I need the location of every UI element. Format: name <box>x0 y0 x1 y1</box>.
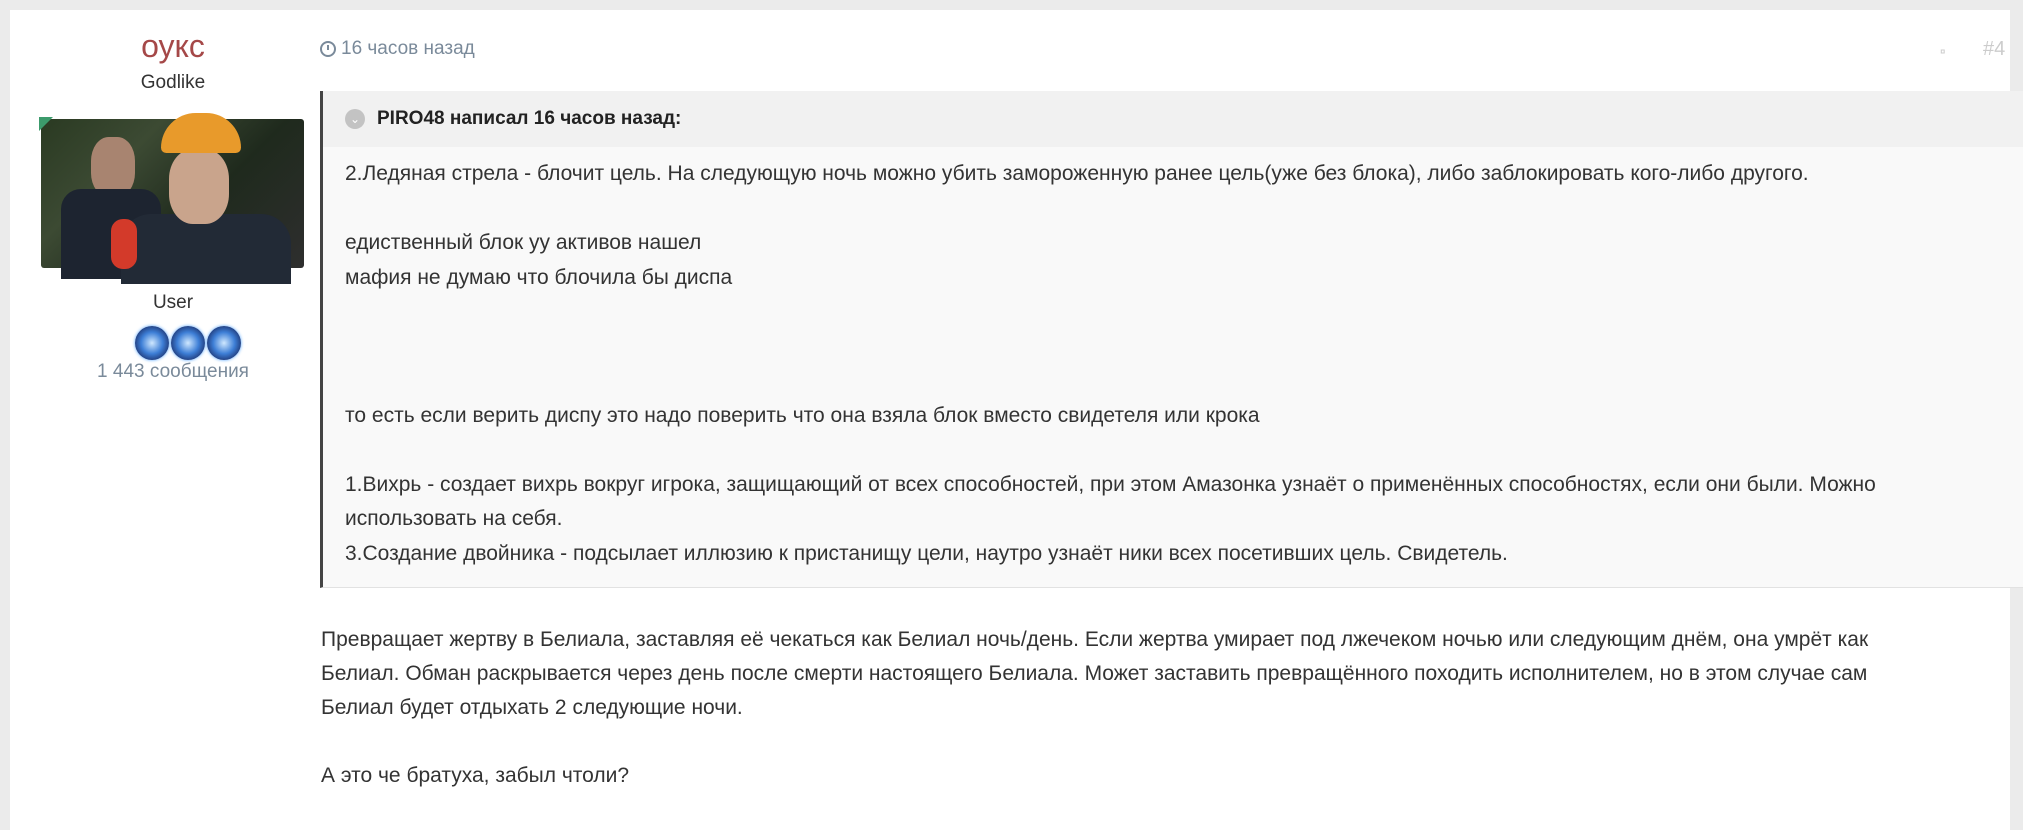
post-line: Белиал. Обман раскрывается через день после смерти настоящего Белиала. Может заставить превращённого походить исполнителем, но в этом случае сам <box>321 662 1868 685</box>
author-group: User <box>152 292 194 313</box>
badges <box>135 326 241 360</box>
badge-icon <box>171 326 205 360</box>
post-line <box>321 725 1868 759</box>
quote-line: то есть если верить диспу это надо поверить что она взяла блок вместо свидетеля или крока <box>345 403 1260 427</box>
quote-block <box>320 91 2023 588</box>
quote-line <box>345 364 2023 399</box>
quote-line <box>345 330 2023 365</box>
post-line: Белиал будет отдыхать 2 следующие ночи. <box>321 696 743 719</box>
clock-icon <box>320 41 336 57</box>
post-body <box>321 623 1868 793</box>
quote-line: 1.Вихрь - создает вихрь вокруг игрока, защищающий от всех способностей, при этом Амазонка узнаёт о применённых способностях, если они были. Можно <box>345 472 1876 496</box>
quote-line: едиственный блок уу активов нашел <box>345 231 702 254</box>
quote-header <box>323 91 2023 147</box>
forum-post <box>10 10 2010 830</box>
quote-line <box>345 192 2023 227</box>
avatar[interactable] <box>41 119 304 268</box>
post-time-text: 16 часов назад <box>341 38 475 59</box>
badge-icon <box>135 326 169 360</box>
post-timestamp[interactable] <box>320 38 475 60</box>
post-line: А это че братуха, забыл чтоли? <box>321 764 630 787</box>
quote-line: мафия не думаю что блочила бы диспа <box>345 265 733 289</box>
post-line: Превращает жертву в Белиала, заставляя её чекаться как Белиал ночь/день. Если жертва умирает под лжечеком ночью или следующим днём, она умрёт как <box>321 628 1869 651</box>
quote-line <box>345 295 2023 330</box>
post-number-link[interactable]: #4 <box>1983 38 2006 60</box>
quote-body <box>323 147 2023 571</box>
share-icon[interactable]: ⬞ <box>1940 40 1946 62</box>
quote-line: использовать на себя. <box>345 507 563 530</box>
quote-line: 3.Создание двойника - подсылает иллюзию к пристанищу цели, наутро узнаёт ники всех посетивших цель. Свидетель. <box>345 541 1508 565</box>
author-name[interactable]: оукс <box>141 28 205 64</box>
badge-icon <box>207 326 241 360</box>
online-indicator-icon <box>39 117 53 131</box>
quote-citation[interactable]: PIRO48 написал 16 часов назад: <box>377 108 682 129</box>
author-title: Godlike <box>140 72 206 93</box>
quote-line <box>345 433 2023 468</box>
author-post-count: 1 443 сообщения <box>97 361 249 382</box>
chevron-down-icon[interactable]: ⌄ <box>345 109 365 129</box>
quote-line: 2.Ледяная стрела - блочит цель. На следующую ночь можно убить замороженную ранее цель(уже без блока), либо заблокировать кого-либо другого. <box>345 162 1809 185</box>
